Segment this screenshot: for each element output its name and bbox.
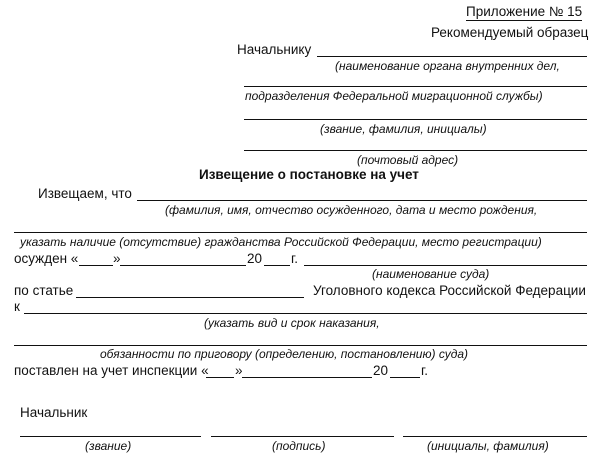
court-line[interactable] [304, 265, 587, 266]
convicted-quote-close: » [113, 251, 121, 266]
convicted-month-line[interactable] [120, 265, 246, 266]
appendix-label: Приложение № 15 [466, 4, 583, 19]
signature-rank-line[interactable] [20, 436, 201, 437]
addressee-line-4[interactable] [244, 150, 587, 151]
caption-citizenship: указать наличие (отсутствие) гражданства Российской Федерации, место регистрации) [20, 235, 542, 249]
caption-sig-initials: (инициалы, фамилия) [427, 439, 549, 453]
punishment-line[interactable] [24, 313, 587, 314]
document-title: Извещение о постановке на учет [199, 167, 419, 182]
registered-quote-close: » [235, 363, 243, 378]
to-head-label: Начальнику [237, 42, 312, 57]
by-article-label: по статье [14, 283, 74, 298]
person-line[interactable] [137, 200, 587, 201]
addressee-line-3[interactable] [244, 119, 587, 120]
registered-day-line[interactable] [206, 377, 234, 378]
criminal-code-label: Уголовного кодекса Российской Федерации [313, 283, 586, 298]
duties-line[interactable] [14, 345, 587, 346]
caption-rank-name: (звание, фамилия, инициалы) [320, 122, 487, 136]
to-k-label: к [14, 299, 20, 314]
caption-address: (почтовый адрес) [357, 153, 459, 167]
registered-year-suffix: г. [421, 363, 429, 378]
caption-sig-rank: (звание) [85, 439, 132, 453]
convicted-day-line[interactable] [79, 265, 113, 266]
article-line[interactable] [76, 297, 304, 298]
citizenship-line[interactable] [14, 232, 587, 233]
signature-initials-line[interactable] [403, 436, 587, 437]
convicted-year-prefix: 20 [247, 251, 263, 266]
convicted-label: осужден « [14, 251, 79, 266]
caption-duties: обязанности по приговору (определению, постановлению) суда) [100, 347, 469, 361]
registered-year-prefix: 20 [373, 363, 389, 378]
addressee-line-1[interactable] [317, 56, 587, 57]
addressee-line-2[interactable] [244, 86, 587, 87]
registered-month-line[interactable] [242, 377, 372, 378]
caption-punishment: (указать вид и срок наказания, [204, 316, 380, 330]
caption-sig-sign: (подпись) [272, 439, 326, 453]
registered-label: поставлен на учет инспекции « [14, 363, 209, 378]
convicted-year-line[interactable] [264, 265, 290, 266]
signature-sign-line[interactable] [211, 436, 394, 437]
registered-year-line[interactable] [390, 377, 420, 378]
caption-person: (фамилия, имя, отчество осужденного, дата и место рождения, [165, 203, 538, 217]
caption-court: (наименование суда) [372, 267, 490, 281]
notify-label: Извещаем, что [38, 186, 132, 201]
head-label: Начальник [20, 405, 88, 420]
recommended-sample-label: Рекомендуемый образец [431, 25, 589, 40]
caption-org: (наименование органа внутренних дел, [335, 59, 560, 73]
convicted-year-suffix: г. [291, 251, 299, 266]
caption-division: подразделения Федеральной миграционной службы) [245, 89, 543, 103]
